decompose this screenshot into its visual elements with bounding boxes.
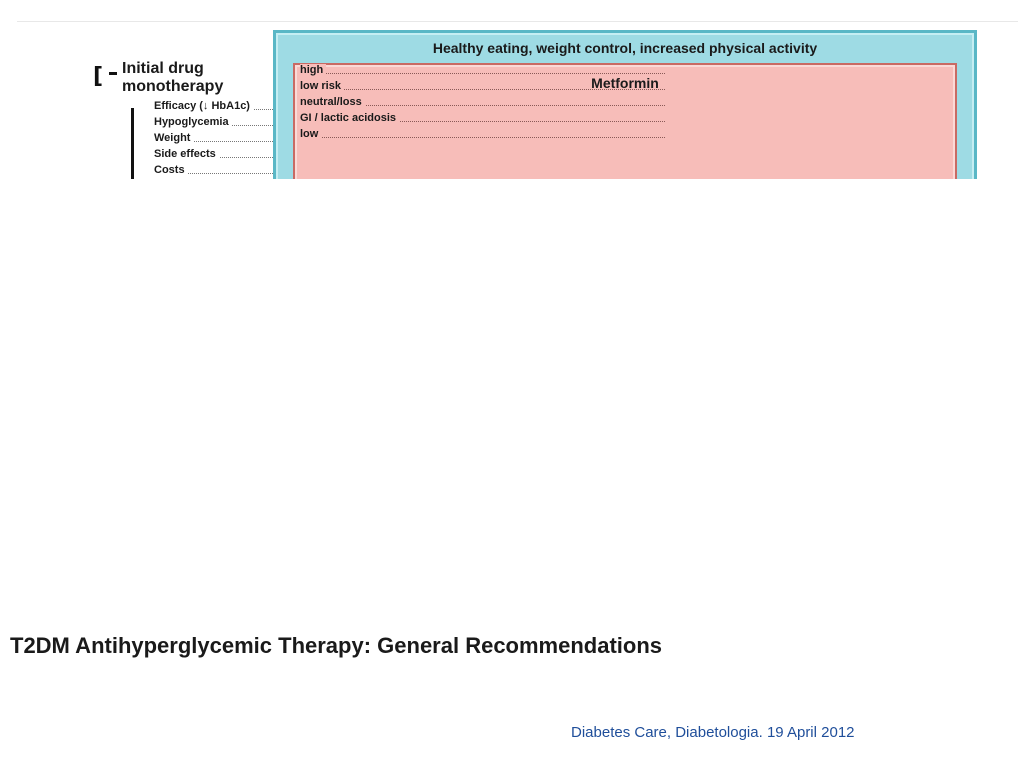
value-side-effects: GI / lactic acidosis xyxy=(300,112,399,124)
value-costs: low xyxy=(300,128,321,140)
treatment-algorithm-figure xyxy=(17,21,1018,179)
dotted-leader xyxy=(300,137,665,138)
metformin-title: Metformin xyxy=(591,75,659,91)
criteria-label-weight: Weight xyxy=(154,132,193,144)
dotted-leader xyxy=(300,89,665,90)
value-weight: neutral/loss xyxy=(300,96,365,108)
bracket-icon: [ xyxy=(93,66,117,88)
value-efficacy: high xyxy=(300,64,326,76)
section-title-line2: monotherapy xyxy=(122,78,224,95)
value-row xyxy=(300,64,665,80)
value-row xyxy=(300,96,665,112)
criteria-label-efficacy: Efficacy (↓ HbA1c) xyxy=(154,100,253,112)
value-row xyxy=(300,80,665,96)
metformin-values xyxy=(300,64,665,144)
section-title xyxy=(122,60,272,96)
section-title-line1: Initial drug xyxy=(122,60,204,77)
citation: Diabetes Care, Diabetologia. 19 April 2012 xyxy=(571,724,855,741)
bracket-line xyxy=(131,108,134,179)
criteria-label-hypoglycemia: Hypoglycemia xyxy=(154,116,232,128)
value-row xyxy=(300,112,665,128)
lifestyle-header: Healthy eating, weight control, increased physical activity xyxy=(432,40,818,56)
dotted-leader xyxy=(300,73,665,74)
value-hypoglycemia: low risk xyxy=(300,80,344,92)
value-row xyxy=(300,128,665,144)
slide-title: T2DM Antihyperglycemic Therapy: General Recommendations xyxy=(10,633,663,658)
criteria-label-costs: Costs xyxy=(154,164,188,176)
criteria-label-side-effects: Side effects xyxy=(154,148,219,160)
